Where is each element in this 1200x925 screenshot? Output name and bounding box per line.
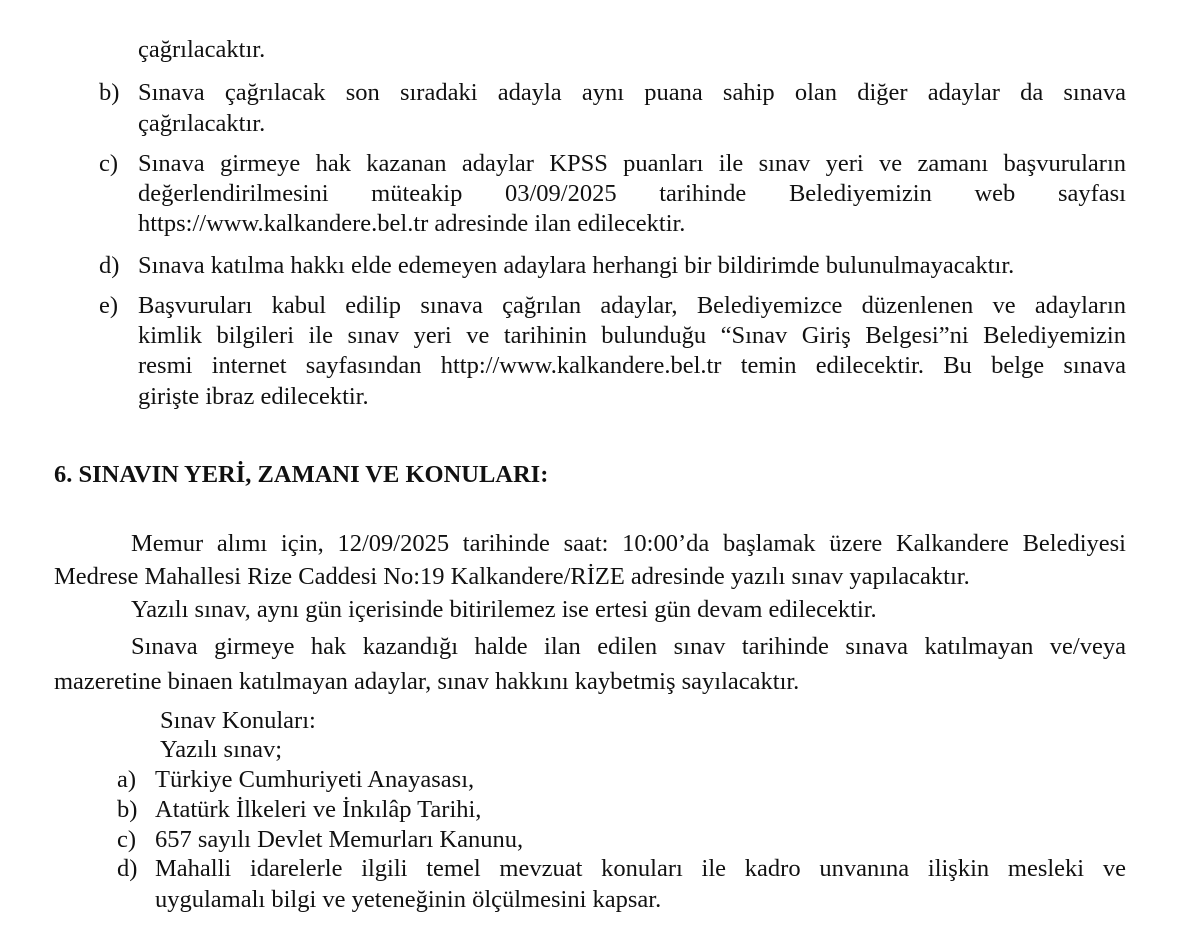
list-item-line: Başvuruları kabul edilip sınava çağrılan adaylar, Belediyemizce düzenlenen ve adayların: [138, 292, 1126, 319]
paragraph-line: mazeretine binaen katılmayan adaylar, sınav hakkını kaybetmiş sayılacaktır.: [54, 668, 800, 695]
list-item-line: uygulamalı bilgi ve yeteneğinin ölçülmesini kapsar.: [155, 886, 662, 913]
list-item-label: e): [99, 292, 119, 319]
list-item-line: Sınava katılma hakkı elde edemeyen adaylara herhangi bir bildirimde bulunulmayacaktır.: [138, 252, 1015, 279]
list-item-line: Sınava çağrılacak son sıradaki adayla aynı puana sahip olan diğer adaylar da sınava: [138, 79, 1126, 106]
paragraph-line: Medrese Mahallesi Rize Caddesi No:19 Kalkandere/RİZE adresinde yazılı sınav yapılacaktır.: [54, 563, 970, 590]
list-item-line: Mahalli idarelerle ilgili temel mevzuat konuları ile kadro unvanına ilişkin mesleki ve: [155, 855, 1126, 882]
list-item-line: Sınava girmeye hak kazanan adaylar KPSS puanları ile sınav yeri ve zamanı başvuruların: [138, 150, 1126, 177]
list-item-line: Atatürk İlkeleri ve İnkılâp Tarihi,: [155, 796, 482, 823]
list-item-line: değerlendirilmesini müteakip 03/09/2025 tarihinde Belediyemizin web sayfası: [138, 180, 1126, 207]
list-item-label: d): [117, 855, 138, 882]
subjects-title: Sınav Konuları:: [160, 707, 316, 734]
continuation-text: çağrılacaktır.: [138, 36, 266, 63]
list-item-label: b): [99, 79, 120, 106]
list-item-line: kimlik bilgileri ile sınav yeri ve tarihinin bulunduğu “Sınav Giriş Belgesi”ni Belediyemizin: [138, 322, 1126, 349]
exam-type: Yazılı sınav;: [160, 736, 283, 763]
list-item-label: d): [99, 252, 120, 279]
list-item-label: b): [117, 796, 138, 823]
list-item-line: resmi internet sayfasından http://www.kalkandere.bel.tr temin edilecektir. Bu belge sınava: [138, 352, 1126, 379]
list-item-label: c): [117, 826, 137, 853]
list-item-line: Türkiye Cumhuriyeti Anayasası,: [155, 766, 475, 793]
paragraph-line: Memur alımı için, 12/09/2025 tarihinde saat: 10:00’da başlamak üzere Kalkandere Belediyesi: [131, 530, 1126, 557]
section-heading: 6. SINAVIN YERİ, ZAMANI VE KONULARI:: [54, 461, 549, 488]
list-item-line: https://www.kalkandere.bel.tr adresinde ilan edilecektir.: [138, 210, 686, 237]
list-item-line: 657 sayılı Devlet Memurları Kanunu,: [155, 826, 524, 853]
list-item-label: a): [117, 766, 137, 793]
list-item-line: girişte ibraz edilecektir.: [138, 383, 369, 410]
list-item-line: çağrılacaktır.: [138, 110, 266, 137]
paragraph-line: Sınava girmeye hak kazandığı halde ilan edilen sınav tarihinde sınava katılmayan ve/veya: [131, 633, 1126, 660]
list-item-label: c): [99, 150, 119, 177]
paragraph-line: Yazılı sınav, aynı gün içerisinde bitirilemez ise ertesi gün devam edilecektir.: [131, 596, 877, 623]
